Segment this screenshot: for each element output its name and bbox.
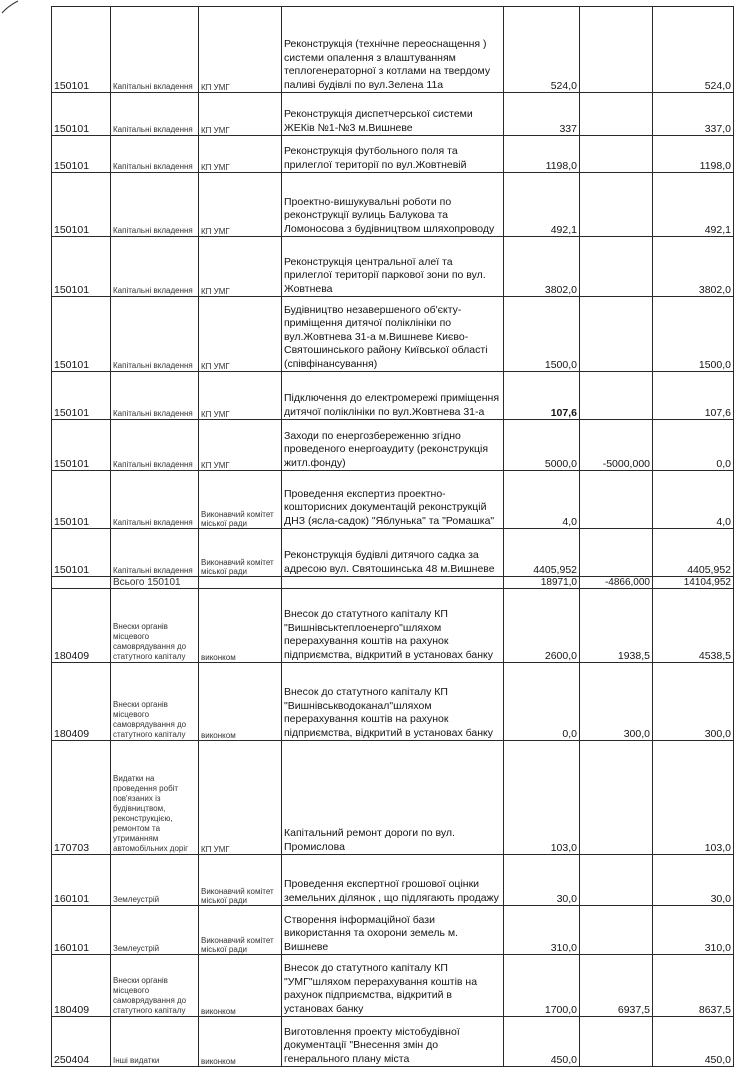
amount-a: 337 (504, 93, 580, 136)
amount-b: -5000,000 (580, 420, 653, 471)
amount-a: 450,0 (504, 1017, 580, 1067)
table-row (52, 7, 734, 93)
table-row (52, 855, 734, 906)
description: Підключення до електромережі приміщення дитячої поліклініки по вул.Жовтнева 31-а (282, 372, 504, 420)
table-row (52, 1017, 734, 1067)
amount-total: 8637,5 (653, 955, 734, 1017)
executor: виконком (199, 955, 282, 1017)
description: Проведення експертної грошової оцінки земельних ділянок , що підлягають продажу (282, 855, 504, 906)
amount-b (580, 136, 653, 173)
amount-total: 310,0 (653, 906, 734, 955)
kfk-code: 150101 (52, 529, 111, 577)
kfk-code: 150101 (52, 136, 111, 173)
kfk-code: 150101 (52, 471, 111, 529)
expense-type: Капітальні вкладення (111, 529, 199, 577)
expense-type: Землеустрій (111, 855, 199, 906)
executor: Виконавчий комітет міської ради (199, 471, 282, 529)
expense-type: Внески органів місцевого самоврядування до статутного капіталу (111, 663, 199, 741)
amount-a: 30,0 (504, 855, 580, 906)
expense-type: Капітальні вкладення (111, 7, 199, 93)
kfk-code: 170703 (52, 741, 111, 855)
amount-total: 107,6 (653, 372, 734, 420)
kfk-code: 150101 (52, 420, 111, 471)
amount-total: 492,1 (653, 173, 734, 237)
amount-a: 5000,0 (504, 420, 580, 471)
description: Реконструкція футбольного поля та прилеглої території по вул.Жовтневій (282, 136, 504, 173)
amount-b (580, 7, 653, 93)
amount-b (580, 93, 653, 136)
executor: КП УМГ (199, 420, 282, 471)
expense-type: Капітальні вкладення (111, 173, 199, 237)
scan-pen-mark (0, 0, 20, 14)
amount-total: 524,0 (653, 7, 734, 93)
amount-b: 6937,5 (580, 955, 653, 1017)
executor: КП УМГ (199, 93, 282, 136)
amount-a: 0,0 (504, 663, 580, 741)
table-row (52, 741, 734, 855)
kfk-code: 150101 (52, 7, 111, 93)
executor: Виконавчий комітет міської ради (199, 855, 282, 906)
table-row (52, 237, 734, 297)
amount-total: 4405,952 (653, 529, 734, 577)
amount-a: 1198,0 (504, 136, 580, 173)
amount-a: 2600,0 (504, 589, 580, 663)
amount-a: 310,0 (504, 906, 580, 955)
kfk-code: 160101 (52, 906, 111, 955)
description: Будівництво незавершеного об'єкту-приміщення дитячої поліклініки по вул.Жовтнева 31-а м.Вишневе Києво-Святошинського району Київської області (співфінансування) (282, 297, 504, 372)
amount-b (580, 297, 653, 372)
budget-table (51, 6, 734, 1067)
kfk-code: 150101 (52, 93, 111, 136)
executor: виконком (199, 663, 282, 741)
table-row (52, 372, 734, 420)
table-row (52, 589, 734, 663)
executor: КП УМГ (199, 372, 282, 420)
kfk-code: 150101 (52, 237, 111, 297)
executor: КП УМГ (199, 741, 282, 855)
amount-b (580, 372, 653, 420)
total-amount-b: -4866,000 (580, 577, 653, 589)
description: Проведення експертиз проектно-кошторисних документацій реконструкцій ДНЗ (ясла-садок) "Яблунька" та "Ромашка" (282, 471, 504, 529)
description: Заходи по енергозбереженню згідно проведеного енергоаудиту (реконструкція житл.фонду) (282, 420, 504, 471)
expense-type: Інші видатки (111, 1017, 199, 1067)
executor: КП УМГ (199, 297, 282, 372)
expense-type: Капітальні вкладення (111, 93, 199, 136)
expense-type: Внески органів місцевого самоврядування до статутного капіталу (111, 589, 199, 663)
executor: КП УМГ (199, 7, 282, 93)
description: Реконструкція диспетчерської системи ЖЕКів №1-№3 м.Вишневе (282, 93, 504, 136)
description: Внесок до статутного капіталу КП "Вишнівськводоканал"шляхом перерахування коштів на рахунок підприємства, відкритий в установах банку (282, 663, 504, 741)
table-row (52, 297, 734, 372)
amount-b (580, 741, 653, 855)
expense-type: Видатки на проведення робіт пов'язаних із будівництвом, реконструкцією, ремонтом та утриманням автомобільних доріг (111, 741, 199, 855)
description: Проектно-вишукувальні роботи по реконструкції вулиць Балукова та Ломоносова з будівництвом шляхопроводу (282, 173, 504, 237)
description: Внесок до статутного капіталу КП "Вишнівськтеплоенерго"шляхом перерахування коштів на рахунок підприємства, відкритий в установах банку (282, 589, 504, 663)
expense-type: Капітальні вкладення (111, 237, 199, 297)
amount-a: 103,0 (504, 741, 580, 855)
amount-total: 103,0 (653, 741, 734, 855)
amount-a: 4,0 (504, 471, 580, 529)
executor: КП УМГ (199, 136, 282, 173)
table-row (52, 136, 734, 173)
kfk-code: 180409 (52, 589, 111, 663)
expense-type: Капітальні вкладення (111, 136, 199, 173)
table-row (52, 420, 734, 471)
description: Створення інформаційної бази використання та охорони земель м. Вишневе (282, 906, 504, 955)
table-row (52, 529, 734, 577)
executor: виконком (199, 1017, 282, 1067)
amount-total: 1500,0 (653, 297, 734, 372)
amount-total: 300,0 (653, 663, 734, 741)
expense-type: Капітальні вкладення (111, 372, 199, 420)
amount-total: 1198,0 (653, 136, 734, 173)
kfk-code: 250404 (52, 1017, 111, 1067)
expense-type: Капітальні вкладення (111, 297, 199, 372)
expense-type: Капітальні вкладення (111, 471, 199, 529)
total-row (52, 577, 734, 589)
amount-a: 1500,0 (504, 297, 580, 372)
amount-total: 450,0 (653, 1017, 734, 1067)
expense-type: Внески органів місцевого самоврядування до статутного капіталу (111, 955, 199, 1017)
amount-b (580, 906, 653, 955)
amount-b (580, 855, 653, 906)
amount-a: 492,1 (504, 173, 580, 237)
table-row (52, 471, 734, 529)
amount-total: 30,0 (653, 855, 734, 906)
amount-total: 3802,0 (653, 237, 734, 297)
amount-a: 4405,952 (504, 529, 580, 577)
amount-total: 4,0 (653, 471, 734, 529)
table-row (52, 955, 734, 1017)
description: Капітальний ремонт дороги по вул. Промислова (282, 741, 504, 855)
description: Реконструкція центральної алеї та прилеглої території паркової зони по вул. Жовтнева (282, 237, 504, 297)
kfk-code: 180409 (52, 955, 111, 1017)
kfk-code: 150101 (52, 173, 111, 237)
amount-a: 524,0 (504, 7, 580, 93)
table-row (52, 93, 734, 136)
executor: Виконавчий комітет міської ради (199, 529, 282, 577)
kfk-code: 180409 (52, 663, 111, 741)
executor: КП УМГ (199, 237, 282, 297)
executor: КП УМГ (199, 173, 282, 237)
description: Реконструкція (технічне переоснащення ) системи опалення з влаштуванням теплогенераторної з котлами на твердому паливі будівлі по вул.Зелена 11а (282, 7, 504, 93)
description: Реконструкція будівлі дитячого садка за адресою вул. Святошинська 48 м.Вишневе (282, 529, 504, 577)
amount-b: 1938,5 (580, 589, 653, 663)
total-amount-a: 18971,0 (504, 577, 580, 589)
amount-b: 300,0 (580, 663, 653, 741)
amount-a: 3802,0 (504, 237, 580, 297)
description: Внесок до статутного капіталу КП "УМГ"шляхом перерахування коштів на рахунок підприємства, відкритий в установах банку (282, 955, 504, 1017)
amount-a: 107,6 (504, 372, 580, 420)
amount-b (580, 237, 653, 297)
total-label: Всього 150101 (111, 577, 199, 589)
total-amount-total: 14104,952 (653, 577, 734, 589)
description: Виготовлення проекту містобудівної документації "Внесення змін до генерального плану міста (282, 1017, 504, 1067)
amount-b (580, 173, 653, 237)
kfk-code: 160101 (52, 855, 111, 906)
kfk-code: 150101 (52, 372, 111, 420)
table-row (52, 663, 734, 741)
expense-type: Землеустрій (111, 906, 199, 955)
amount-b (580, 529, 653, 577)
amount-total: 4538,5 (653, 589, 734, 663)
amount-b (580, 471, 653, 529)
executor: Виконавчий комітет міської ради (199, 906, 282, 955)
executor: виконком (199, 589, 282, 663)
amount-a: 1700,0 (504, 955, 580, 1017)
table-row (52, 173, 734, 237)
amount-total: 337,0 (653, 93, 734, 136)
expense-type: Капітальні вкладення (111, 420, 199, 471)
kfk-code: 150101 (52, 297, 111, 372)
table-row (52, 906, 734, 955)
amount-b (580, 1017, 653, 1067)
amount-total: 0,0 (653, 420, 734, 471)
